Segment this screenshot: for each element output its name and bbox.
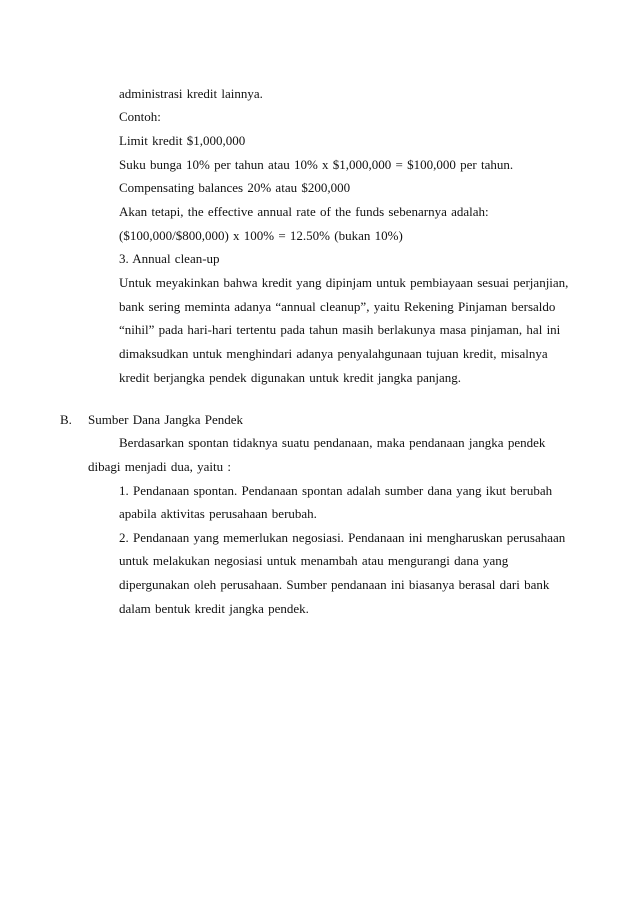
list-item-line: dalam bentuk kredit jangka pendek. xyxy=(119,601,309,616)
list-item-line: 1. Pendanaan spontan. Pendanaan spontan adalah sumber dana yang ikut berubah xyxy=(119,483,553,498)
paragraph-line: dibagi menjadi dua, yaitu : xyxy=(88,459,231,474)
paragraph-line: Limit kredit $1,000,000 xyxy=(119,133,246,148)
section-marker: B. xyxy=(60,412,72,427)
paragraph-line: Akan tetapi, the effective annual rate of the funds sebenarnya adalah: xyxy=(119,204,489,219)
list-item-line: untuk melakukan negosiasi untuk menambah atau mengurangi dana yang xyxy=(119,553,509,568)
list-item-line: dipergunakan oleh perusahaan. Sumber pendanaan ini biasanya berasal dari bank xyxy=(119,577,550,592)
paragraph-line: 3. Annual clean-up xyxy=(119,251,220,266)
list-item-line: 2. Pendanaan yang memerlukan negosiasi. Pendanaan ini mengharuskan perusahaan xyxy=(119,530,566,545)
paragraph-line: Compensating balances 20% atau $200,000 xyxy=(119,180,351,195)
section-heading: Sumber Dana Jangka Pendek xyxy=(88,412,243,427)
list-item-line: apabila aktivitas perusahaan berubah. xyxy=(119,506,317,521)
paragraph-line: Untuk meyakinkan bahwa kredit yang dipinjam untuk pembiayaan sesuai perjanjian, xyxy=(119,275,569,290)
paragraph-line: “nihil” pada hari-hari tertentu pada tahun masih berlakunya masa pinjaman, hal ini xyxy=(119,322,561,337)
paragraph-line: bank sering meminta adanya “annual cleanup”, yaitu Rekening Pinjaman bersaldo xyxy=(119,299,556,314)
paragraph-line: Berdasarkan spontan tidaknya suatu pendanaan, maka pendanaan jangka pendek xyxy=(119,435,546,450)
paragraph-line: dimaksudkan untuk menghindari adanya penyalahgunaan tujuan kredit, misalnya xyxy=(119,346,548,361)
paragraph-line: ($100,000/$800,000) x 100% = 12.50% (bukan 10%) xyxy=(119,228,403,243)
paragraph-line: kredit berjangka pendek digunakan untuk kredit jangka panjang. xyxy=(119,370,462,385)
paragraph-line: Contoh: xyxy=(119,109,161,124)
paragraph-line: administrasi kredit lainnya. xyxy=(119,86,263,101)
paragraph-line: Suku bunga 10% per tahun atau 10% x $1,000,000 = $100,000 per tahun. xyxy=(119,157,514,172)
